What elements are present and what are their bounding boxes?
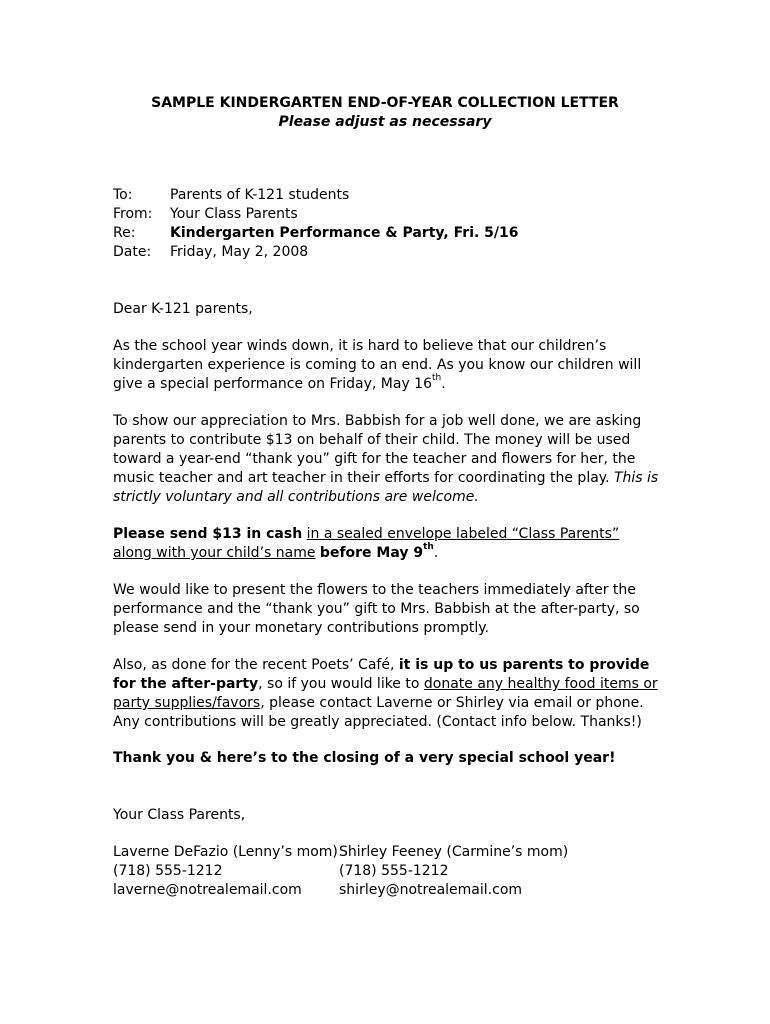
party-text1: Also, as done for the recent Poets’ Café, <box>113 657 399 673</box>
send-end: . <box>433 545 439 561</box>
contact-phone: (718) 555-1212 <box>113 863 223 879</box>
paragraph-appreciation <box>113 412 661 507</box>
send-bold-date: before May 9 <box>319 545 424 561</box>
date-value: Friday, May 2, 2008 <box>170 244 309 260</box>
intro-text: As the school year winds down, it is hard to believe that our children’s kindergarten experience is coming to an end. As you know our children will give a special performance on Friday, May 16 <box>113 338 642 392</box>
send-bold: Please send $13 in cash <box>113 526 303 542</box>
closing-line: Thank you & here’s to the closing of a very special school year! <box>113 750 616 766</box>
party-text3: , please contact Laverne or Shirley via email or phone. Any contributions will be greatly appreciated. (Contact info below. Thanks!) <box>113 695 644 730</box>
paragraph-intro <box>113 337 661 394</box>
date-label: Date: <box>113 244 152 260</box>
from-value: Your Class Parents <box>170 206 298 222</box>
paragraph-send-cash <box>113 525 661 563</box>
contact-shirley <box>339 843 568 900</box>
contact-name: Shirley Feeney (Carmine’s mom) <box>339 844 569 860</box>
intro-sup: th <box>432 373 442 384</box>
party-text2: , so if you would like to <box>258 676 424 692</box>
paragraph-after-party <box>113 656 661 732</box>
re-value: Kindergarten Performance & Party, Fri. 5/16 <box>170 225 519 241</box>
send-sup: th <box>423 542 434 553</box>
appreciation-italic: This is strictly voluntary and all contributions are welcome. <box>113 470 659 505</box>
re-label: Re: <box>113 225 136 241</box>
party-underline: donate any healthy food items or party supplies/favors <box>113 676 658 711</box>
to-value: Parents of K-121 students <box>170 187 350 203</box>
letter-subtitle: Please adjust as necessary <box>278 114 492 130</box>
contact-name: Laverne DeFazio (Lenny’s mom) <box>113 844 338 860</box>
intro-end: . <box>441 376 446 392</box>
salutation: Dear K-121 parents, <box>113 301 253 317</box>
signoff: Your Class Parents, <box>113 807 246 823</box>
contact-laverne <box>113 843 338 900</box>
paragraph-flowers: We would like to present the flowers to the teachers immediately after the performance and the “thank you” gift to Mrs. Babbish at the after-party, so please send in your monetary contributions promptly. <box>113 582 640 636</box>
letter-title: SAMPLE KINDERGARTEN END-OF-YEAR COLLECTION LETTER <box>151 95 619 111</box>
send-underline: in a sealed envelope labeled “Class Parents” along with your child’s name <box>113 526 620 561</box>
from-label: From: <box>113 206 153 222</box>
contact-email: laverne@notrealemail.com <box>113 882 302 898</box>
to-label: To: <box>113 187 133 203</box>
contact-email: shirley@notrealemail.com <box>339 882 523 898</box>
appreciation-text: To show our appreciation to Mrs. Babbish for a job well done, we are asking parents to contribute $13 on behalf of their child. The money will be used toward a year-end “thank you” gift for the teacher and flowers for her, the music teacher and art teacher in their efforts for coordinating the play. <box>113 413 642 486</box>
party-bold: it is up to us parents to provide for the after-party <box>113 657 650 692</box>
contact-phone: (718) 555-1212 <box>339 863 449 879</box>
